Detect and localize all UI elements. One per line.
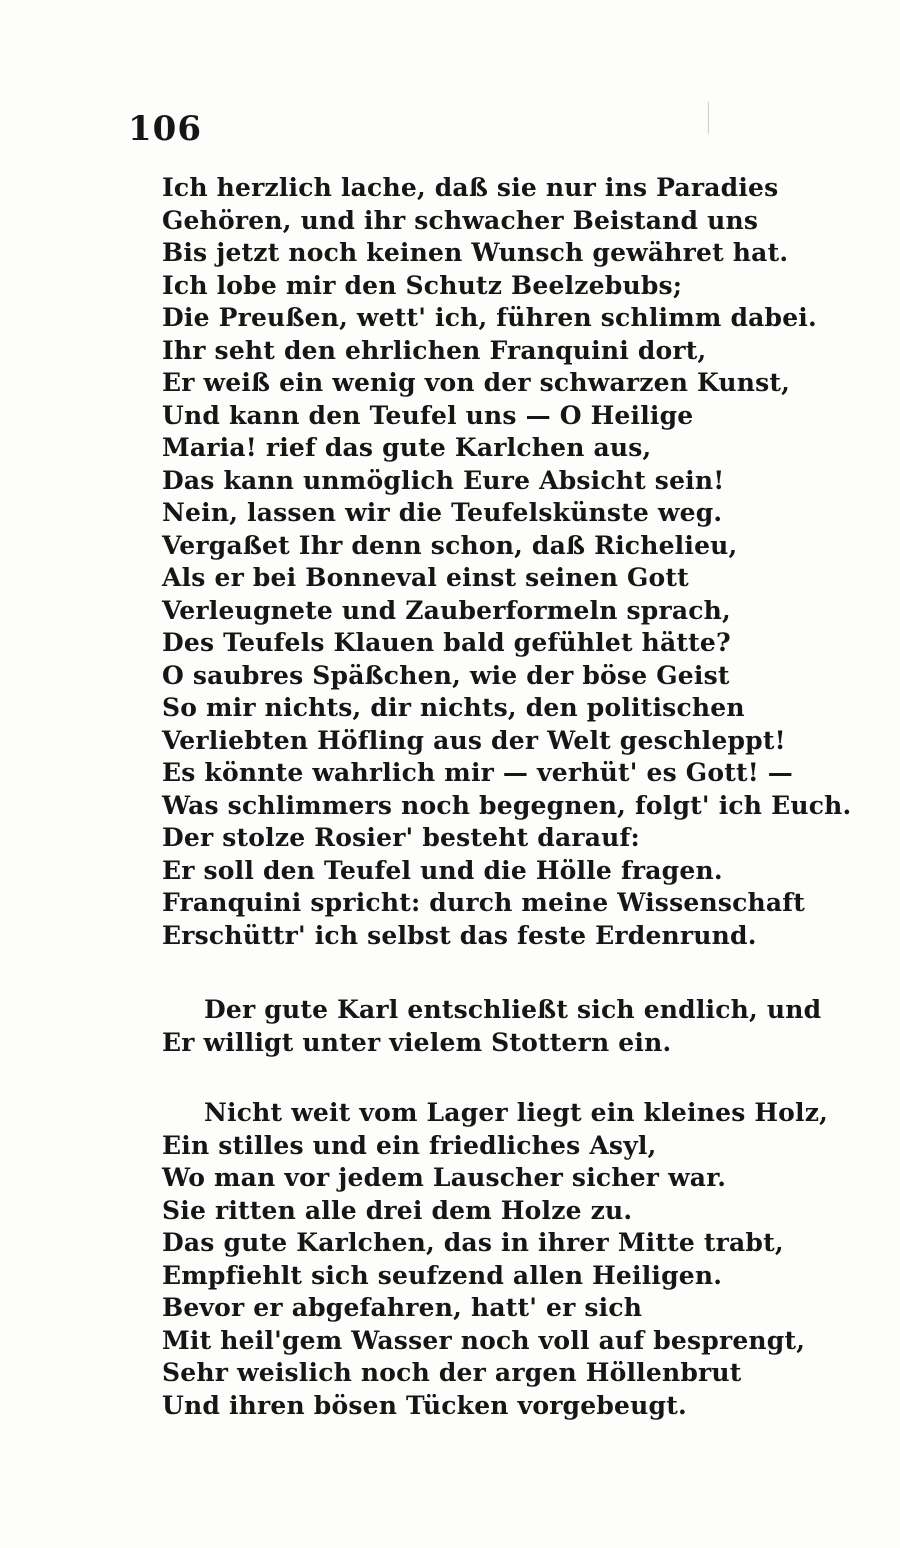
verse-line: Der stolze Rosier' besteht darauf: (162, 823, 640, 852)
verse-line: Nicht weit vom Lager liegt ein kleines Holz, (204, 1098, 829, 1127)
verse-line: Ich herzlich lache, daß sie nur ins Paradies (162, 173, 779, 202)
verse-line: Er weiß ein wenig von der schwarzen Kunst, (162, 368, 791, 397)
verse-line: Empfiehlt sich seufzend allen Heiligen. (162, 1260, 723, 1290)
verse-line: Er soll den Teufel und die Hölle fragen. (162, 855, 723, 885)
verse-line: Ich lobe mir den Schutz Beelzebubs; (162, 270, 683, 300)
verse-line: Verleugnete und Zauberformeln sprach, (162, 595, 731, 625)
verse-line: Mit heil'gem Wasser noch voll auf besprengt, (162, 1325, 806, 1355)
verse-line: Der gute Karl entschließt sich endlich, und (204, 995, 822, 1024)
verse-line: Verliebten Höfling aus der Welt geschleppt! (162, 725, 786, 755)
verse-line: So mir nichts, dir nichts, den politischen (162, 693, 745, 722)
verse-line: Sehr weislich noch der argen Höllenbrut (162, 1358, 742, 1387)
verse-line: Bevor er abgefahren, hatt' er sich (162, 1293, 643, 1322)
stanza (162, 994, 822, 1059)
verse-line: Die Preußen, wett' ich, führen schlimm dabei. (162, 303, 817, 332)
verse-line: Das kann unmöglich Eure Absicht sein! (162, 465, 725, 495)
verse-line: Vergaßet Ihr denn schon, daß Richelieu, (162, 530, 738, 560)
stanza (162, 172, 852, 952)
verse-line: Wo man vor jedem Lauscher sicher war. (162, 1163, 727, 1192)
verse-line: Franquini spricht: durch meine Wissenschaft (162, 888, 805, 917)
verse-line: Maria! rief das gute Karlchen aus, (162, 433, 652, 462)
verse-line: Des Teufels Klauen bald gefühlet hätte? (162, 628, 731, 657)
verse-line: Bis jetzt noch keinen Wunsch gewähret hat. (162, 238, 789, 267)
verse-line: Er willigt unter vielem Stottern ein. (162, 1027, 672, 1057)
verse-line: Erschüttr' ich selbst das feste Erdenrund. (162, 920, 757, 950)
verse-line: Als er bei Bonneval einst seinen Gott (162, 563, 689, 592)
verse-line: Gehören, und ihr schwacher Beistand uns (162, 205, 759, 235)
verse-line: Es könnte wahrlich mir — verhüt' es Gott! — (162, 758, 793, 787)
page-number: 106 (128, 109, 202, 149)
verse-line: Ein stilles und ein friedliches Asyl, (162, 1130, 657, 1160)
verse-line: Und ihren bösen Tücken vorgebeugt. (162, 1390, 687, 1420)
verse-line: Was schlimmers noch begegnen, folgt' ich Euch. (162, 790, 852, 820)
verse-line: Und kann den Teufel uns — O Heilige (162, 400, 694, 430)
verse-line: Das gute Karlchen, das in ihrer Mitte trabt, (162, 1228, 784, 1257)
stanza (162, 1097, 829, 1422)
margin-mark (708, 102, 709, 134)
verse-line: O saubres Späßchen, wie der böse Geist (162, 660, 730, 690)
verse-line: Nein, lassen wir die Teufelskünste weg. (162, 498, 723, 527)
verse-line: Sie ritten alle drei dem Holze zu. (162, 1195, 633, 1225)
verse-line: Ihr seht den ehrlichen Franquini dort, (162, 335, 707, 365)
